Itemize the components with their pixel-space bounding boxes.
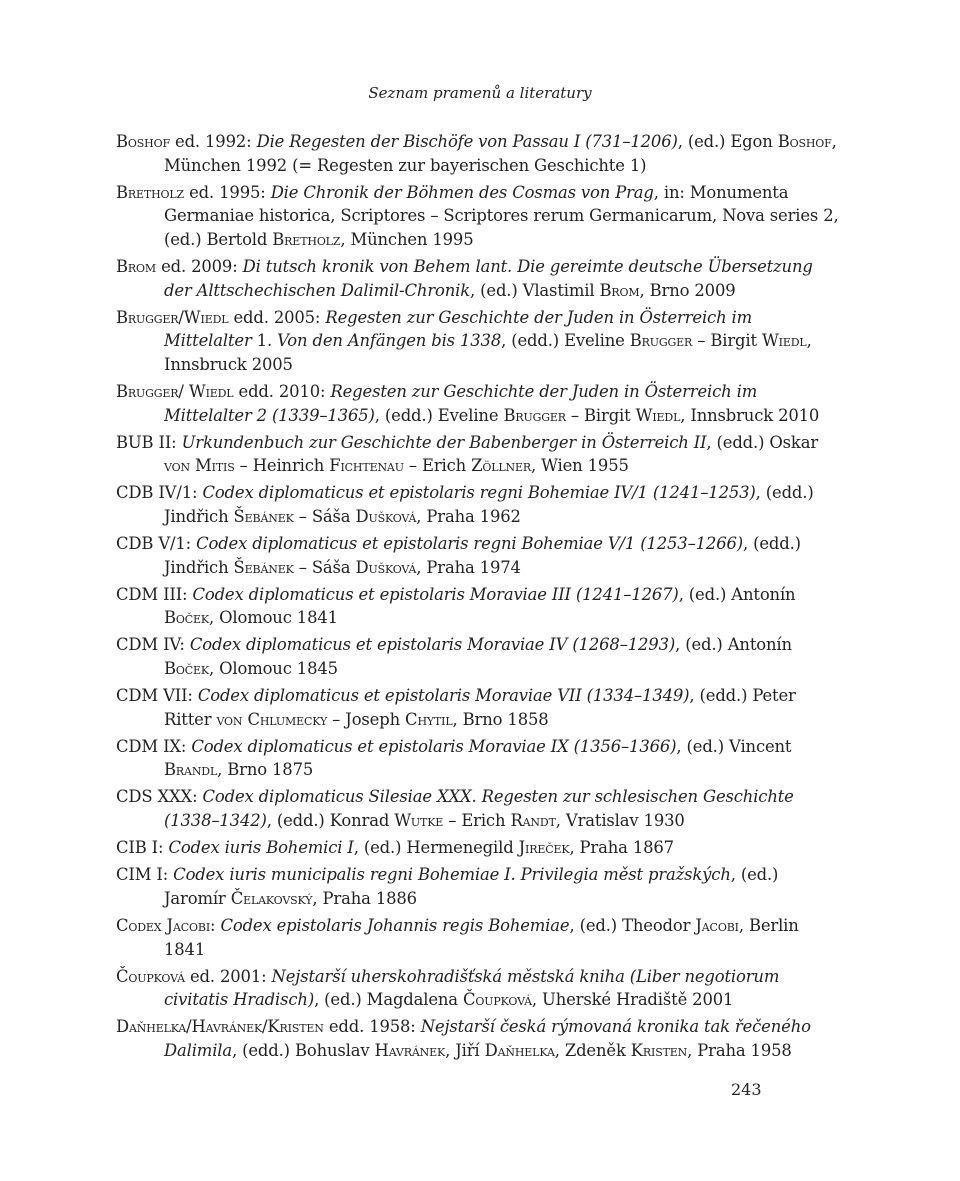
entry-text: – Birgit (692, 331, 762, 351)
entry-key: CDM IV: (116, 635, 190, 655)
entry-title: Codex diplomaticus et epistolaris regni Bohemiae IV/1 (1241–1253) (202, 483, 756, 503)
entry-text: , Vratislav 1930 (555, 811, 685, 831)
bibliography-entry (116, 532, 844, 579)
editor-surname: Chytil (405, 709, 453, 729)
entry-text: , (edd.) Oskar (706, 432, 819, 452)
editor-surname: Boček (164, 658, 209, 678)
entry-text: , Praha 1958 (687, 1040, 792, 1060)
entry-text: , Jiří (445, 1040, 485, 1060)
bibliography-entry (116, 1015, 844, 1062)
entry-key: CDM III: (116, 584, 193, 604)
entry-key: Bretholz (116, 182, 185, 202)
editor-surname: Šebánek (233, 506, 294, 526)
bibliography-entry (116, 306, 844, 377)
entry-title: Regesten zur Geschichte der Juden in Österreich im Mittelalter 2 (1339–1365) (164, 381, 758, 425)
editor-surname: Čoupková (462, 990, 532, 1010)
entry-key-tail: ed. 1992: (169, 132, 257, 151)
entry-text: , (ed.) Hermenegild (353, 838, 519, 858)
entry-text: , Praha 1962 (416, 506, 521, 526)
entry-text: , Uherské Hradiště 2001 (531, 990, 734, 1010)
entry-key: Boshof (116, 132, 170, 151)
entry-text: , Innsbruck 2010 (680, 405, 820, 425)
entry-key: CDM VII: (116, 686, 198, 706)
bibliography-entry (116, 863, 844, 910)
entry-text: , Praha 1886 (312, 888, 417, 908)
entry-text: , Zdeněk (554, 1040, 631, 1060)
entry-text: , in: Monumenta Germaniae historica, Scriptores – Scriptores rerum Germanicarum, Nova series 2, (ed.) Bertold (164, 182, 839, 249)
editor-surname: Dušková (355, 506, 417, 526)
bibliography-entry (116, 735, 844, 782)
entry-title: Codex iuris Bohemici I (168, 838, 354, 858)
entry-key-tail: edd. 2005: (228, 307, 326, 327)
page-number: 243 (731, 1080, 762, 1099)
editor-surname: Boček (164, 608, 209, 628)
entry-key: Brom (116, 256, 157, 276)
entry-text: , Olomouc 1845 (208, 658, 338, 678)
editor-surname: Wutke (394, 811, 444, 831)
editor-surname: Šebánek (233, 557, 294, 577)
entry-text: , Brno 2009 (639, 280, 736, 300)
entry-text: , Innsbruck 2005 (164, 331, 812, 374)
editor-surname: Jireček (518, 838, 570, 858)
entry-key: CDM IX: (116, 736, 192, 756)
entry-text: , (ed.) Vincent (676, 736, 792, 756)
bibliography-entry (116, 785, 844, 832)
bibliography-entry (116, 914, 844, 961)
entry-text: , (ed.) Antonín (675, 635, 792, 655)
editor-surname: Boshof (777, 132, 832, 151)
entry-key: CDB V/1: (116, 534, 197, 553)
entry-text: , (ed.) Vlastimil (470, 280, 600, 300)
entry-key: CIM I: (116, 865, 174, 885)
entry-text: , (edd.) Eveline (501, 331, 630, 351)
bibliography-entry (116, 684, 844, 731)
editor-surname: Brugger (629, 331, 693, 351)
entry-title: Nejstarší uherskohradišťská městská kniha (Liber negotiorum civitatis Hradisch) (164, 966, 780, 1010)
editor-surname: Fichtenau (329, 456, 404, 476)
entry-text: , (ed.) Egon (677, 132, 778, 151)
bibliography-entry (116, 583, 844, 630)
entry-key-tail: edd. 2010: (233, 381, 331, 401)
editor-surname: Brugger (503, 405, 566, 425)
editor-surname: Zöllner (471, 456, 532, 476)
entry-title: Codex diplomaticus et epistolaris Moraviae VII (1334–1349) (197, 686, 690, 706)
editor-surname: Kristen (630, 1040, 688, 1060)
entry-text: , Brno 1858 (452, 709, 549, 729)
entry-text: , (edd.) Eveline (374, 405, 504, 425)
editor-surname: von Mitis (164, 456, 235, 476)
entry-title: Codex diplomaticus et epistolaris Moraviae IV (1268–1293) (189, 635, 676, 655)
entry-text: – Erich (443, 811, 511, 831)
entry-title: Codex diplomaticus Silesiae XXX. Regesten zur schlesischen Geschichte (1338–1342) (164, 787, 794, 831)
entry-title: Urkundenbuch zur Geschichte der Babenberger in Österreich II (181, 432, 707, 452)
entry-text: , Praha 1974 (416, 557, 521, 577)
entry-text: , (edd.) Bohuslav (232, 1040, 375, 1060)
entry-text: , (edd.) Konrad (266, 811, 395, 831)
editor-surname: Havránek (374, 1040, 446, 1060)
entry-text: , (edd.) Jindřich (164, 534, 801, 577)
entry-text: , Praha 1867 (569, 838, 674, 858)
bibliography-entry (116, 380, 844, 427)
entry-title: Die Regesten der Bischöfe von Passau I (731–1206) (256, 132, 678, 151)
entry-key: Codex Jacobi (116, 915, 211, 935)
entry-key: Brugger/Wiedl (116, 307, 229, 327)
entry-text: , München 1995 (340, 229, 474, 249)
editor-surname: von Chlumecky (216, 709, 328, 729)
entry-text: , (ed.) Theodor (569, 915, 696, 935)
bibliography-entry (116, 836, 844, 860)
entry-text: – Heinrich (234, 456, 330, 476)
bibliography-list (116, 130, 844, 1066)
entry-text: – Sáša (293, 557, 356, 577)
entry-title: Die Chronik der Böhmen des Cosmas von Prag (270, 182, 654, 202)
entry-key-tail: edd. 1958: (323, 1017, 421, 1037)
editor-surname: Čelakovský (230, 888, 313, 908)
entry-title: Codex epistolaris Johannis regis Bohemiae (220, 915, 570, 935)
entry-key: BUB II: (116, 432, 182, 452)
entry-key-tail: : (210, 915, 221, 935)
entry-title: Di tutsch kronik von Behem lant. Die gereimte deutsche Übersetzung der Alttschechischen Dalimil-Chronik (164, 256, 813, 300)
entry-text: , München 1992 (= Regesten zur bayerischen Geschichte 1) (164, 132, 837, 175)
entry-text: – Birgit (565, 405, 636, 425)
entry-text: , (edd.) Peter Ritter (164, 686, 796, 729)
bibliography-entry (116, 633, 844, 680)
bibliography-entry (116, 481, 844, 528)
entry-key: CDS XXX: (116, 787, 203, 807)
entry-key: CDB IV/1: (116, 483, 203, 503)
entry-title: Codex diplomaticus et epistolaris regni Bohemiae V/1 (1253–1266) (196, 534, 743, 553)
editor-surname: Wiedl (761, 331, 807, 351)
entry-text: , (ed.) Magdalena (314, 990, 463, 1010)
entry-text: , Olomouc 1841 (208, 608, 338, 628)
entry-text: , (ed.) Jaromír (164, 865, 779, 908)
entry-text: – Joseph (327, 709, 406, 729)
entry-text: , Wien 1955 (531, 456, 629, 476)
entry-key: Čoupková (116, 966, 185, 986)
entry-text: , (edd.) Jindřich (164, 483, 814, 526)
entry-title: Nejstarší česká rýmovaná kronika tak řečeného Dalimila (164, 1017, 811, 1060)
entry-subtitle: Von den Anfängen bis 1338 (277, 331, 502, 351)
entry-title: Codex diplomaticus et epistolaris Moraviae IX (1356–1366) (191, 736, 677, 756)
entry-text: , Berlin 1841 (164, 915, 799, 959)
entry-title: Codex iuris municipalis regni Bohemiae I. Privilegia měst pražských (173, 865, 731, 885)
editor-surname: Wiedl (635, 405, 681, 425)
editor-surname: Dušková (355, 557, 417, 577)
editor-surname: Brom (599, 280, 640, 300)
entry-title: Regesten zur Geschichte der Juden in Österreich im Mittelalter (164, 307, 753, 351)
entry-key-tail: ed. 1995: (184, 182, 271, 202)
editor-surname: Randt (510, 811, 556, 831)
entry-title-volume: 1. (251, 331, 278, 351)
editor-surname: Bretholz (272, 229, 341, 249)
entry-key: CIB I: (116, 838, 169, 858)
running-title: Seznam pramenů a literatury (368, 84, 592, 102)
editor-surname: Brandl (164, 760, 218, 780)
entry-text: , Brno 1875 (217, 760, 314, 780)
entry-text: – Erich (403, 456, 472, 476)
entry-key-tail: ed. 2001: (184, 966, 272, 986)
editor-surname: Jacobi (695, 915, 739, 935)
entry-title: Codex diplomaticus et epistolaris Moraviae III (1241–1267) (192, 584, 679, 604)
bibliography-entry (116, 130, 844, 177)
bibliography-entry (116, 255, 844, 302)
entry-key: Brugger/ Wiedl (116, 381, 234, 401)
entry-key: Daňhelka/Havránek/Kristen (116, 1017, 324, 1037)
entry-text: – Sáša (293, 506, 356, 526)
bibliography-entry (116, 431, 844, 478)
editor-surname: Daňhelka (484, 1040, 555, 1060)
bibliography-entry (116, 181, 844, 252)
entry-key-tail: ed. 2009: (156, 256, 243, 276)
entry-text: , (ed.) Antonín (678, 584, 796, 604)
bibliography-entry (116, 965, 844, 1012)
